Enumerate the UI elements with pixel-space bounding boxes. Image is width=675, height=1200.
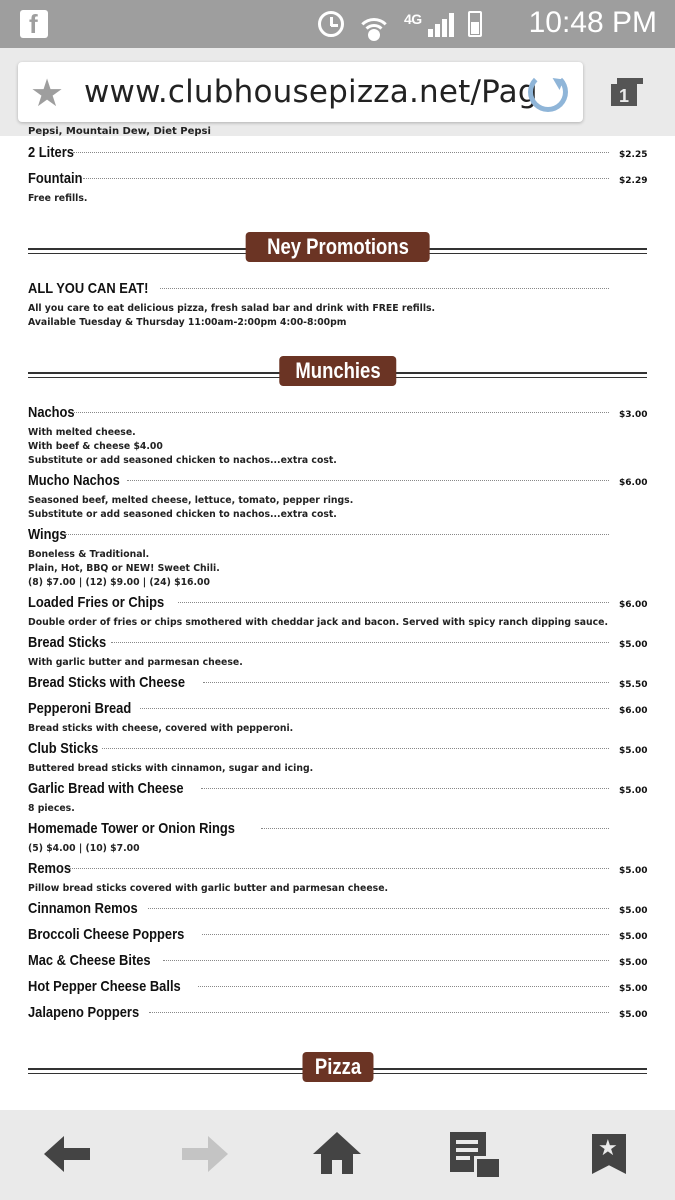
menu-item-description: (5) $4.00 | (10) $7.00	[28, 843, 140, 854]
menu-item-price: $6.00	[619, 600, 648, 610]
menu-item-name: Jalapeno Poppers	[28, 1004, 140, 1021]
menu-item-price: $5.00	[619, 906, 648, 916]
dot-leader	[102, 747, 609, 749]
menu-item-description: Boneless & Traditional.	[28, 549, 150, 560]
dot-leader	[198, 985, 609, 987]
menu-item-name: Club Sticks	[28, 740, 99, 757]
menu-item	[28, 634, 647, 670]
menu-item	[28, 1004, 647, 1026]
menu-item-name: Pepperoni Bread	[28, 700, 132, 717]
menu-item-row	[28, 926, 647, 948]
menu-item	[28, 740, 647, 776]
tabs-icon[interactable]	[611, 78, 643, 106]
menu-item	[28, 926, 647, 948]
wifi-icon	[358, 10, 390, 38]
clock: 10:48 PM	[528, 6, 657, 39]
status-bar	[0, 0, 675, 48]
menu-item-row	[28, 674, 647, 696]
menu-item-price: $3.00	[619, 410, 648, 420]
menu-item-description: All you care to eat delicious pizza, fresh salad bar and drink with FREE refills.	[28, 303, 436, 314]
menu-item-row	[28, 1004, 647, 1026]
section-title: Pizza	[314, 1054, 361, 1079]
menu-item-row	[28, 740, 647, 762]
cut-off-text: Pepsi, Mountain Dew, Diet Pepsi	[28, 126, 211, 137]
battery-icon	[468, 11, 482, 37]
facebook-icon	[20, 10, 48, 38]
menu-item-row	[28, 700, 647, 722]
home-icon[interactable]	[313, 1132, 361, 1178]
menu-item	[28, 978, 647, 1000]
menu-item	[28, 700, 647, 736]
url-text[interactable]: www.clubhousepizza.net/Pag	[84, 74, 538, 110]
menu-item-row	[28, 280, 647, 302]
menu-item-row	[28, 404, 647, 426]
section-header-promotions	[28, 232, 647, 272]
menu-item-price: $5.00	[619, 640, 648, 650]
menu-item-description: With melted cheese.	[28, 427, 136, 438]
menu-item-name: Wings	[28, 526, 67, 543]
menu-item	[28, 820, 647, 856]
saved-pages-icon[interactable]	[588, 1132, 636, 1178]
browser-bottom-nav	[0, 1110, 675, 1200]
dot-leader	[83, 177, 609, 179]
menu-item-name: 2 Liters	[28, 144, 74, 161]
munchies-list	[28, 404, 647, 1026]
menu-item	[28, 780, 647, 816]
menu-item-row	[28, 952, 647, 974]
menu-item-price: $5.00	[619, 866, 648, 876]
menu-item-row	[28, 634, 647, 656]
menu-item-row	[28, 526, 647, 548]
menu-item-description: With beef & cheese $4.00	[28, 441, 163, 452]
menu-item-name: Mucho Nachos	[28, 472, 120, 489]
dot-leader	[111, 641, 609, 643]
menu-item-description: Substitute or add seasoned chicken to nachos...extra cost.	[28, 455, 337, 466]
menu-item-description: Seasoned beef, melted cheese, lettuce, tomato, pepper rings.	[28, 495, 354, 506]
dot-leader	[140, 707, 609, 709]
menu-item-price: $5.00	[619, 984, 648, 994]
drinks-list	[28, 144, 647, 206]
promotions-list	[28, 280, 647, 330]
alarm-icon	[318, 11, 344, 37]
menu-item-name: Remos	[28, 860, 72, 877]
dot-leader	[74, 411, 609, 413]
tab-count: 1	[611, 84, 637, 106]
menu-item-row	[28, 860, 647, 882]
signal-icon	[428, 11, 454, 37]
menu-item-description: Available Tuesday & Thursday 11:00am-2:00pm 4:00-8:00pm	[28, 317, 347, 328]
menu-item-row	[28, 820, 647, 842]
menu-item-price: $2.29	[619, 176, 648, 186]
section-title: Munchies	[294, 358, 381, 383]
back-arrow-icon[interactable]	[44, 1132, 92, 1178]
forward-arrow-icon[interactable]	[178, 1132, 226, 1178]
menu-item	[28, 594, 647, 630]
menu-item-row	[28, 144, 647, 166]
menu-item-row	[28, 900, 647, 922]
menu-item-description: With garlic butter and parmesan cheese.	[28, 657, 243, 668]
dot-leader	[178, 601, 609, 603]
menu-item	[28, 526, 647, 590]
menu-item-row	[28, 472, 647, 494]
menu-item-name: Fountain	[28, 170, 83, 187]
dot-leader	[201, 787, 609, 789]
section-header-munchies	[28, 356, 647, 396]
menu-item-name: Hot Pepper Cheese Balls	[28, 978, 181, 995]
status-icons	[318, 8, 482, 40]
section-header-pizza	[28, 1052, 647, 1092]
menu-item-description: Buttered bread sticks with cinnamon, sugar and icing.	[28, 763, 314, 774]
dot-leader	[127, 479, 609, 481]
star-icon[interactable]: ★	[30, 71, 65, 115]
menu-item-name: Garlic Bread with Cheese	[28, 780, 184, 797]
menu-item-description: Plain, Hot, BBQ or NEW! Sweet Chili.	[28, 563, 220, 574]
bookmarks-icon[interactable]	[450, 1132, 498, 1178]
menu-item-price: $5.00	[619, 1010, 648, 1020]
menu-item-row	[28, 170, 647, 192]
web-content[interactable]	[0, 126, 675, 1110]
menu-item-description: Bread sticks with cheese, covered with pepperoni.	[28, 723, 294, 734]
network-type-label: 4G	[404, 11, 422, 27]
menu-item	[28, 674, 647, 696]
menu-item-row	[28, 780, 647, 802]
menu-item	[28, 404, 647, 468]
menu-item-description: Pillow bread sticks covered with garlic butter and parmesan cheese.	[28, 883, 389, 894]
menu-item-name: Nachos	[28, 404, 75, 421]
menu-item-row	[28, 594, 647, 616]
dot-leader	[73, 151, 609, 153]
menu-item-price: $5.50	[619, 680, 648, 690]
menu-item	[28, 472, 647, 522]
menu-item-name: Bread Sticks with Cheese	[28, 674, 186, 691]
menu-item	[28, 280, 647, 330]
section-title: Ney Promotions	[266, 234, 409, 259]
refresh-icon[interactable]	[528, 72, 568, 112]
menu-item-description: Substitute or add seasoned chicken to nachos...extra cost.	[28, 509, 337, 520]
dot-leader	[163, 959, 609, 961]
menu-item-name: Cinnamon Remos	[28, 900, 138, 917]
menu-item	[28, 900, 647, 922]
menu-item	[28, 952, 647, 974]
menu-item-name: ALL YOU CAN EAT!	[28, 280, 149, 297]
dot-leader	[202, 933, 609, 935]
menu-item	[28, 860, 647, 896]
menu-item-description: 8 pieces.	[28, 803, 75, 814]
menu-item-name: Loaded Fries or Chips	[28, 594, 165, 611]
menu	[0, 126, 675, 1092]
menu-item-price: $6.00	[619, 706, 648, 716]
menu-item-name: Mac & Cheese Bites	[28, 952, 151, 969]
menu-item-price: $2.25	[619, 150, 648, 160]
dot-leader	[148, 907, 609, 909]
menu-item-name: Homemade Tower or Onion Rings	[28, 820, 235, 837]
menu-item-price: $5.00	[619, 786, 648, 796]
menu-item-row	[28, 978, 647, 1000]
dot-leader	[65, 533, 609, 535]
dot-leader	[149, 1011, 609, 1013]
menu-item-description: Double order of fries or chips smothered with cheddar jack and bacon. Served with spicy ranch dipping sauce.	[28, 617, 608, 628]
dot-leader	[160, 287, 609, 289]
menu-item-price: $5.00	[619, 746, 648, 756]
menu-item-price: $5.00	[619, 958, 648, 968]
menu-item-price: $5.00	[619, 932, 648, 942]
dot-leader	[261, 827, 609, 829]
menu-item	[28, 170, 647, 206]
browser-toolbar	[0, 48, 675, 136]
address-bar[interactable]	[18, 62, 583, 122]
menu-item	[28, 144, 647, 166]
menu-item-price: $6.00	[619, 478, 648, 488]
menu-item-description: (8) $7.00 | (12) $9.00 | (24) $16.00	[28, 577, 210, 588]
menu-item-name: Broccoli Cheese Poppers	[28, 926, 185, 943]
dot-leader	[70, 867, 609, 869]
menu-item-description: Free refills.	[28, 193, 88, 204]
dot-leader	[203, 681, 609, 683]
menu-item-name: Bread Sticks	[28, 634, 107, 651]
